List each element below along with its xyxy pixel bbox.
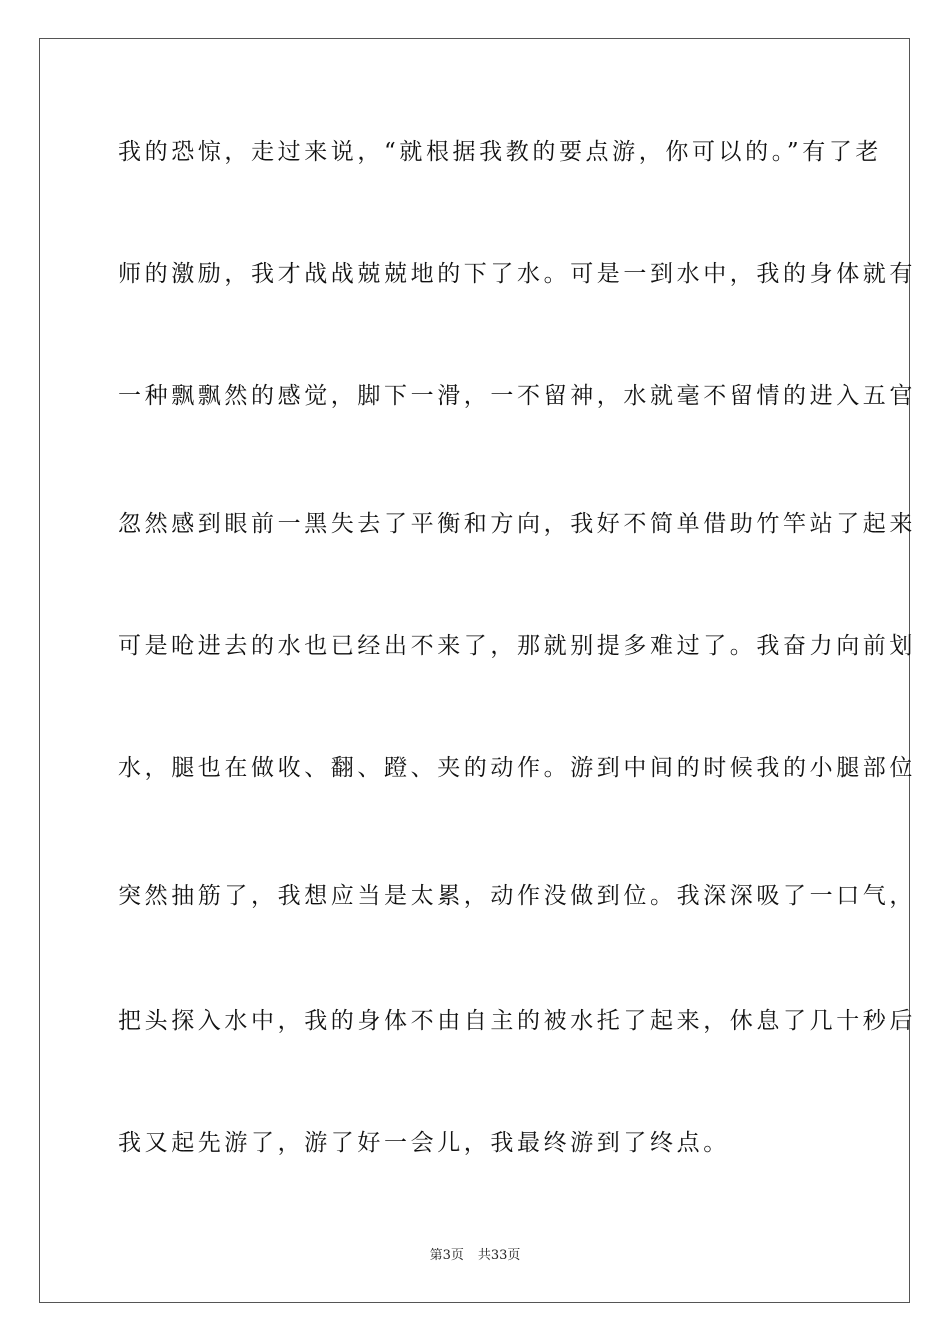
body-text-line-3: 一种飘飘然的感觉，脚下一滑，一不留神，水就毫不留情的进入五官 [118,383,916,409]
body-text-line-4: 忽然感到眼前一黑失去了平衡和方向，我好不简单借助竹竿站了起来 [118,511,916,537]
body-text-line-1: 我的恐惊，走过来说，“就根据我教的要点游，你可以的。”有了老 [118,139,883,165]
page-total: 共33页 [477,1248,521,1263]
body-text-line-9: 我又起先游了，游了好一会儿，我最终游到了终点。 [118,1130,730,1156]
body-text-line-8: 把头探入水中，我的身体不由自主的被水托了起来，休息了几十秒后 [118,1008,916,1034]
body-text-line-7: 突然抽筋了，我想应当是太累，动作没做到位。我深深吸了一口气， [118,883,916,909]
body-text-line-5: 可是呛进去的水也已经出不来了，那就别提多难过了。我奋力向前划 [118,633,916,659]
page-footer [0,1246,950,1266]
page-border [39,38,916,1303]
page-number: 第3页 [429,1248,464,1263]
body-text-line-6: 水，腿也在做收、翻、蹬、夹的动作。游到中间的时候我的小腿部位 [118,755,916,781]
body-text-line-2: 师的激励，我才战战兢兢地的下了水。可是一到水中，我的身体就有 [118,261,916,287]
